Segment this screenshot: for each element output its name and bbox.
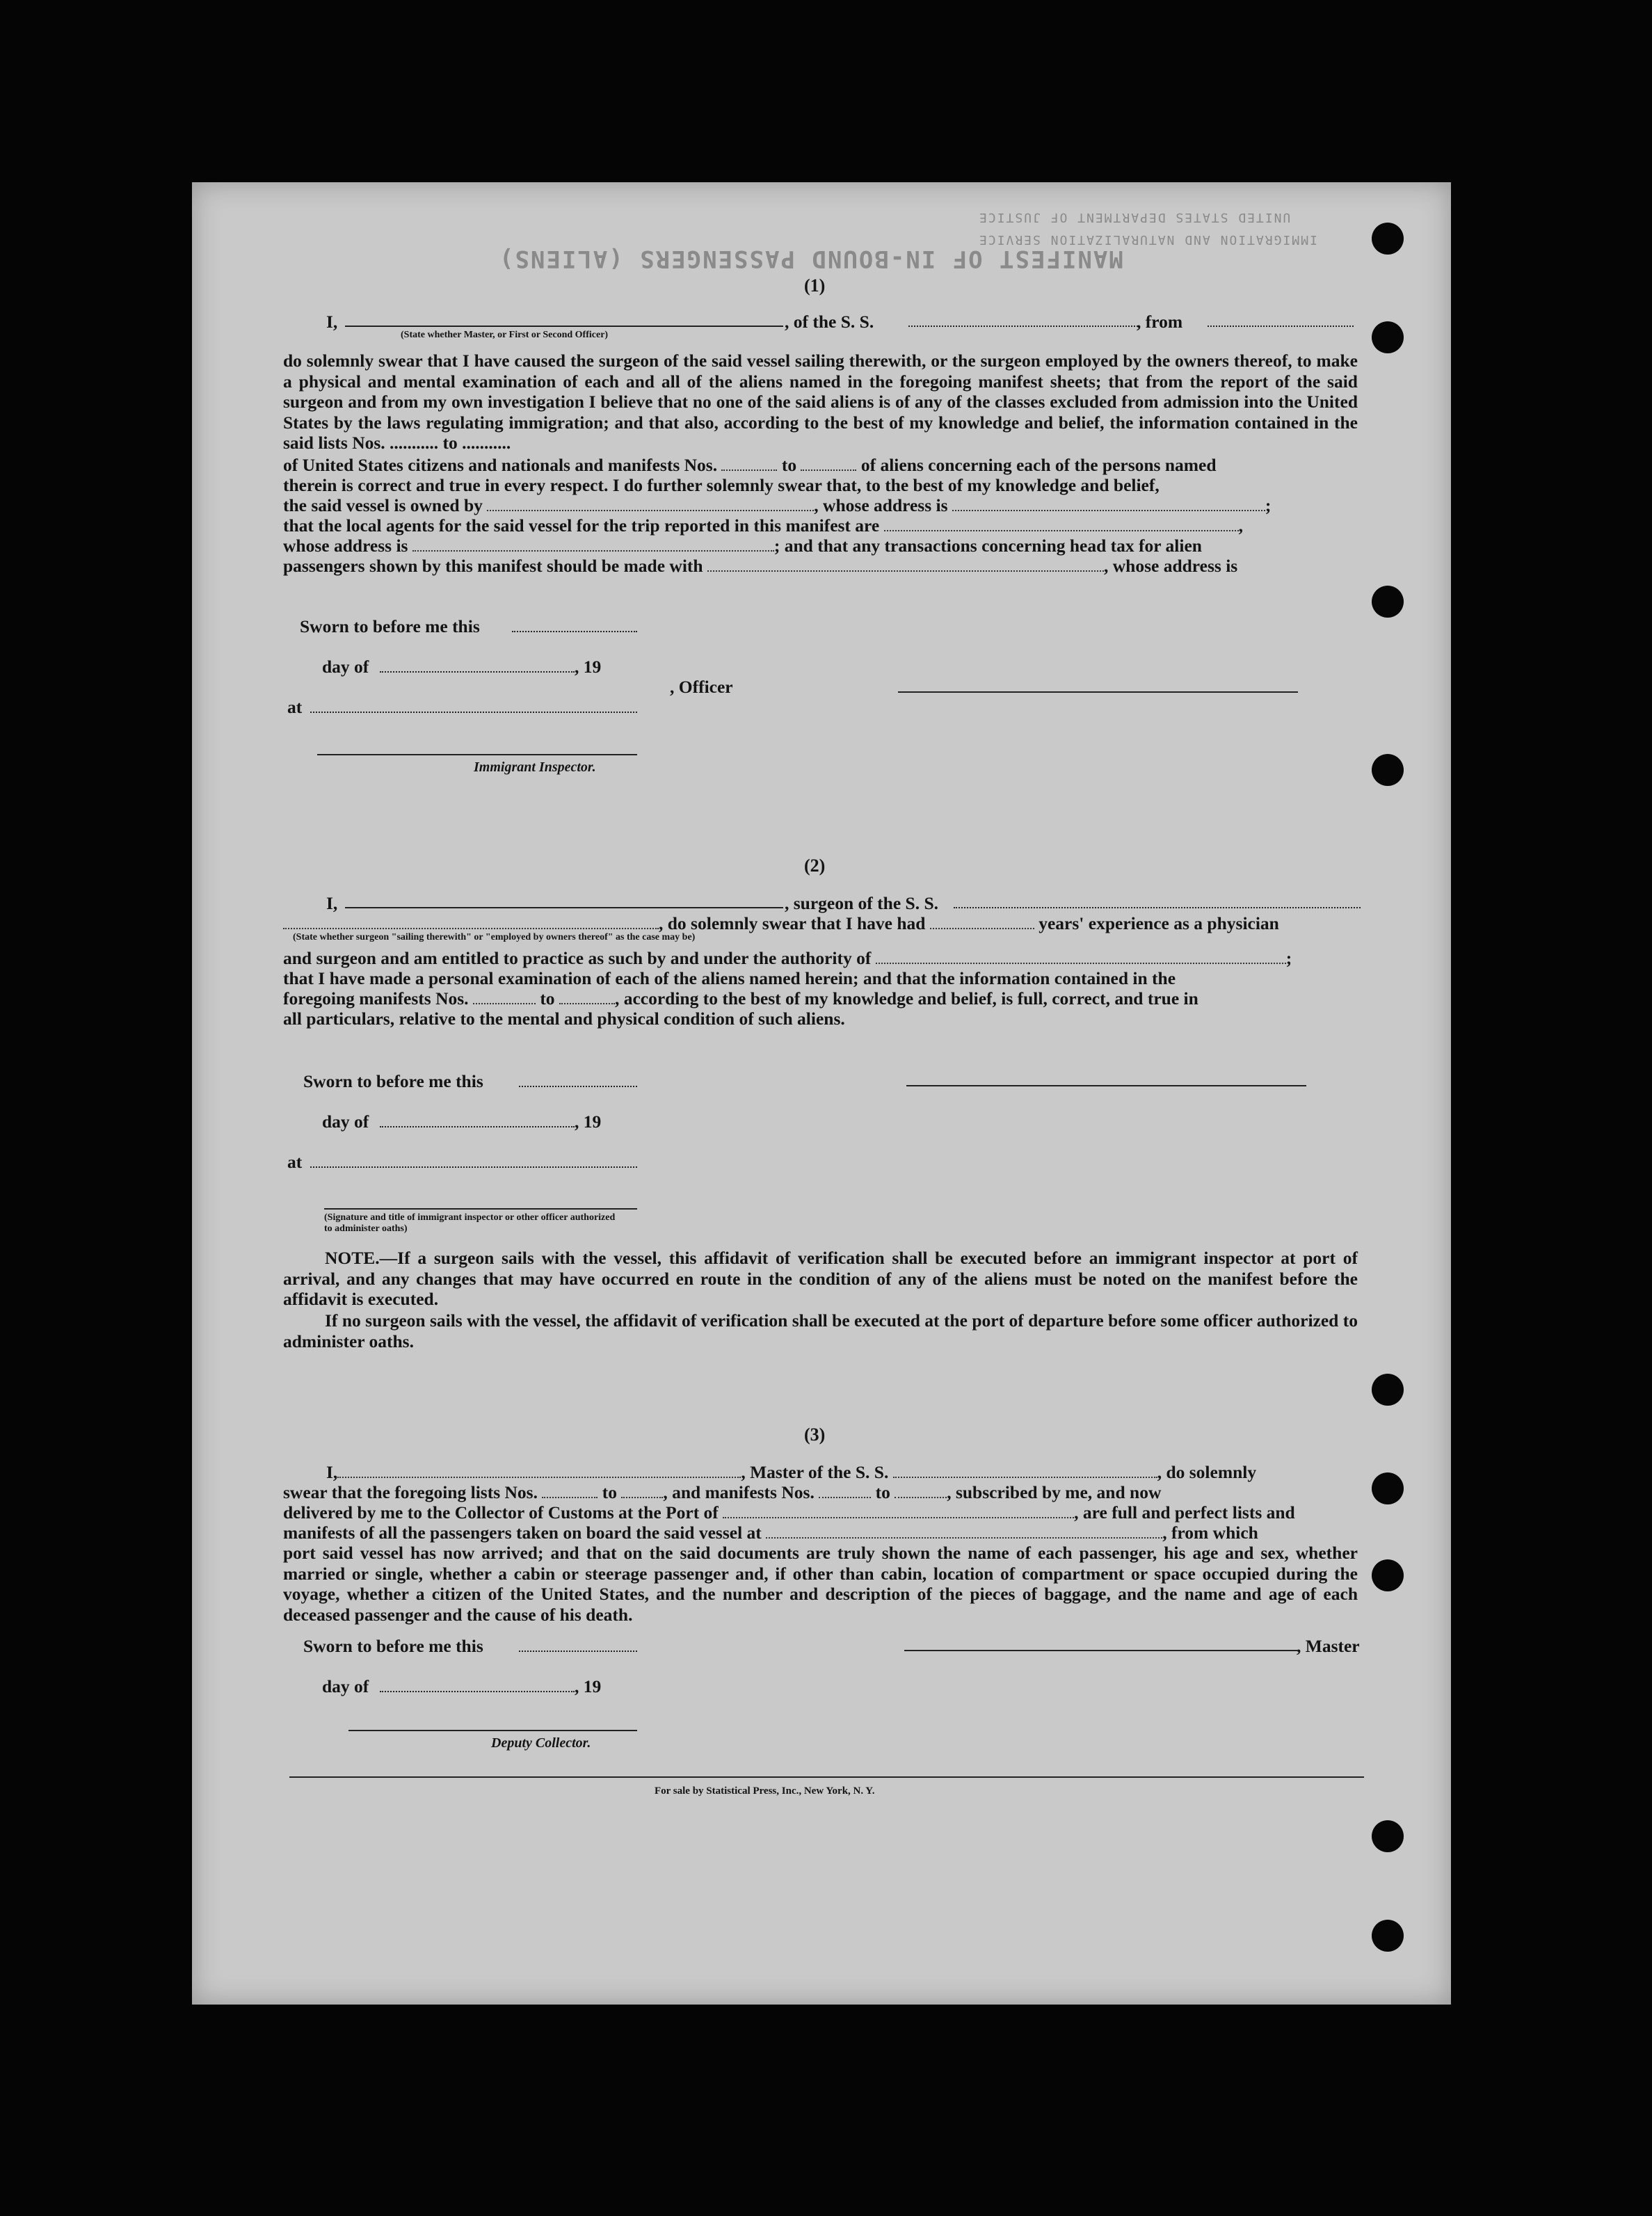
s3-sworn-label: Sworn to before me this bbox=[303, 1636, 483, 1656]
s1-line-c: the said vessel is owned by , whose address is ; bbox=[283, 495, 1272, 515]
s2-day-of-label: day of bbox=[322, 1111, 369, 1132]
footer-printer: For sale by Statistical Press, Inc., New York, N. Y. bbox=[655, 1785, 875, 1797]
s2-line-d: that I have made a personal examination of each of the aliens named herein; and that the information contained in the bbox=[283, 968, 1176, 988]
s1-inspector-label: Immigrant Inspector. bbox=[474, 760, 596, 775]
s3-nineteen-label: , 19 bbox=[575, 1676, 602, 1696]
s1-line-b: therein is correct and true in every respect. I do further solemnly swear that, to the best of my knowledge and belief, bbox=[283, 475, 1160, 495]
s1-day-of-label: day of bbox=[322, 657, 369, 677]
section-3-heading: (3) bbox=[804, 1424, 826, 1445]
section-1-heading: (1) bbox=[804, 275, 826, 296]
s3-day-of-label: day of bbox=[322, 1676, 369, 1696]
s1-oath-paragraph: do solemnly swear that I have caused the surgeon of the said vessel sailing therewith, or the surgeon employed by the owners thereof, to make a physical and mental examination of each and all of the aliens named in the foregoing manifest sheets; that from the report of the said surgeon and from my own investigation I believe that no one of the said aliens is of any of the classes excluded from admission into the United States by the laws regulating immigration; and that also, according to the best of my knowledge and belief, the information contained in the said lists Nos. ........... to ........... bbox=[283, 351, 1358, 453]
section-2-heading: (2) bbox=[804, 856, 826, 876]
ghost-header-dept: UNITED STATES DEPARTMENT OF JUSTICE bbox=[978, 210, 1291, 225]
s3-line-c: delivered by me to the Collector of Customs at the Port of , are full and perfect lists and bbox=[283, 1502, 1295, 1523]
ghost-header-service: IMMIGRATION AND NATURALIZATION SERVICE bbox=[978, 232, 1317, 247]
s1-of-ss-label: , of the S. S. bbox=[785, 312, 874, 332]
s1-officer-label: , Officer bbox=[670, 677, 733, 697]
s1-line-f: passengers shown by this manifest should be made with , whose address is bbox=[283, 556, 1238, 576]
s1-nineteen-label: , 19 bbox=[575, 657, 602, 677]
s3-oath-paragraph: port said vessel has now arrived; and that on the said documents are truly shown the name of each passenger, his age and sex, whether married or single, whether a cabin or steerage passenger and, if other than cabin, location of compartment or space occupied during the voyage, whether a citizen of the United States, and the number and description of the pieces of baggage, and the name and age of each deceased passenger and the cause of his death. bbox=[283, 1543, 1358, 1625]
s3-master-label: , Master bbox=[1297, 1636, 1360, 1656]
s2-line-e: foregoing manifests Nos. to , according to the best of my knowledge and belief, is full, correct, and true in bbox=[283, 988, 1198, 1009]
s3-line-b: swear that the foregoing lists Nos. to , and manifests Nos. to , subscribed by me, and now bbox=[283, 1482, 1162, 1502]
s1-line-a: of United States citizens and nationals and manifests Nos. to of aliens concerning each of the persons named bbox=[283, 455, 1217, 475]
s2-line-b: , do solemnly swear that I have had years' experience as a physician bbox=[283, 913, 1279, 933]
ghost-header-title: MANIFEST OF IN-BOUND PASSENGERS (ALIENS) bbox=[498, 245, 1123, 273]
s1-officer-note: (State whether Master, or First or Second Officer) bbox=[401, 330, 609, 340]
s1-line-d: that the local agents for the said vessel for the trip reported in this manifest are , bbox=[283, 515, 1243, 536]
s1-sworn-label: Sworn to before me this bbox=[300, 616, 480, 636]
s2-surgeon-note: (State whether surgeon "sailing therewith" or "employed by owners thereof" as the case may be) bbox=[293, 932, 696, 942]
s2-sworn-label: Sworn to before me this bbox=[303, 1071, 483, 1091]
s2-line-f: all particulars, relative to the mental and physical condition of such aliens. bbox=[283, 1009, 845, 1029]
s2-line-c: and surgeon and am entitled to practice as such by and under the authority of ; bbox=[283, 948, 1292, 968]
s2-surgeon-label: , surgeon of the S. S. bbox=[785, 893, 939, 913]
s1-at-label: at bbox=[287, 697, 303, 717]
s3-line-d: manifests of all the passengers taken on board the said vessel at , from which bbox=[283, 1523, 1258, 1543]
s2-note-paragraph-2: If no surgeon sails with the vessel, the affidavit of verification shall be executed at the port of departure before some officer authorized to administer oaths. bbox=[283, 1310, 1358, 1351]
s2-at-label: at bbox=[287, 1152, 303, 1172]
manifest-page bbox=[192, 182, 1451, 2005]
s3-line-a: I, , Master of the S. S. , do solemnly bbox=[326, 1462, 1257, 1482]
s1-from-label: , from bbox=[1137, 312, 1183, 332]
s2-signature-note: (Signature and title of immigrant inspector or other officer authorized to administer oaths) bbox=[324, 1212, 616, 1234]
s1-line-e: whose address is ; and that any transactions concerning head tax for alien bbox=[283, 536, 1202, 556]
s2-nineteen-label: , 19 bbox=[575, 1111, 602, 1132]
s2-note-paragraph: NOTE.—If a surgeon sails with the vessel, this affidavit of verification shall be executed before an immigrant inspector at port of arrival, and any changes that may have occurred en route in the condition of any of the aliens must be noted on the manifest before the affidavit is executed. bbox=[283, 1248, 1358, 1309]
s2-i-label: I, bbox=[326, 893, 338, 913]
s3-collector-label: Deputy Collector. bbox=[491, 1735, 591, 1751]
s1-i-label: I, bbox=[326, 312, 338, 332]
